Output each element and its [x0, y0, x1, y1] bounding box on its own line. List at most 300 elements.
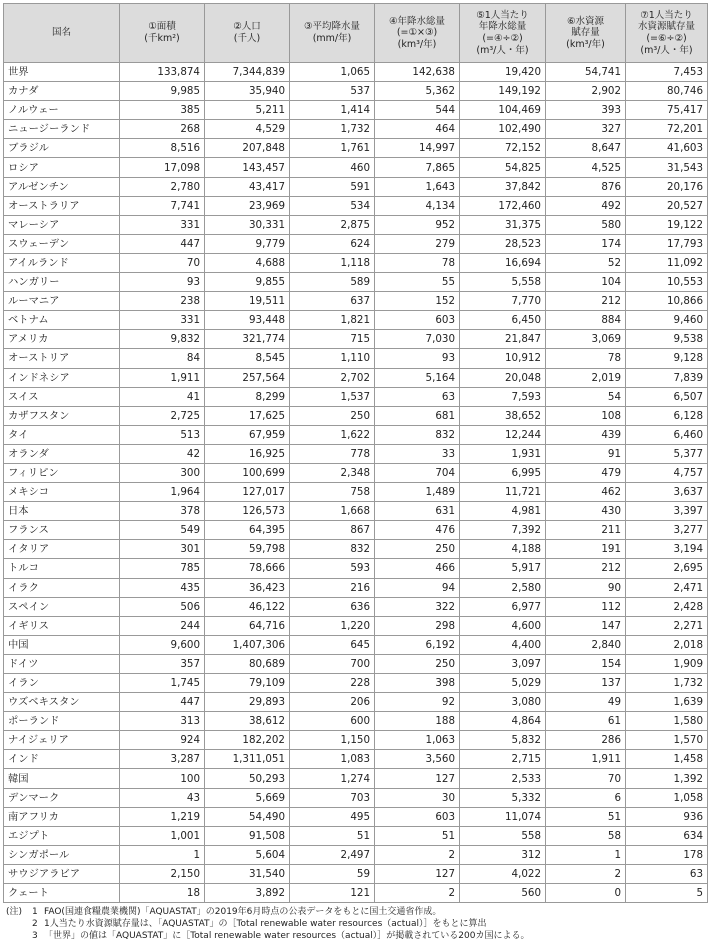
value-cell: 54,490 [205, 807, 290, 826]
value-cell: 5,832 [460, 731, 546, 750]
column-header-line: (km³/年) [397, 38, 437, 50]
value-cell: 1,414 [290, 101, 375, 120]
value-cell: 7,344,839 [205, 63, 290, 82]
footnote-text: FAO(国連食糧農業機関)「AQUASTAT」の2019年6月時点の公表データをもとに国土交通省作成。 [44, 907, 442, 917]
value-cell: 1,639 [626, 693, 708, 712]
value-cell: 37,842 [460, 177, 546, 196]
value-cell: 228 [290, 674, 375, 693]
value-cell: 67,959 [205, 425, 290, 444]
footnote [6, 918, 706, 930]
value-cell: 3,560 [375, 750, 460, 769]
value-cell: 832 [290, 540, 375, 559]
value-cell: 4,134 [375, 196, 460, 215]
value-cell: 9,538 [626, 330, 708, 349]
value-cell: 104 [546, 273, 626, 292]
value-cell: 178 [626, 845, 708, 864]
column-header-line: (=④÷②) [482, 33, 523, 44]
value-cell: 560 [460, 884, 546, 903]
value-cell: 645 [290, 635, 375, 654]
value-cell: 43,417 [205, 177, 290, 196]
value-cell: 61 [546, 712, 626, 731]
value-cell: 55 [375, 273, 460, 292]
value-cell: 2,348 [290, 463, 375, 482]
value-cell: 212 [546, 559, 626, 578]
value-cell: 147 [546, 616, 626, 635]
value-cell: 102,490 [460, 120, 546, 139]
footnotes [6, 906, 706, 943]
value-cell: 2,725 [120, 406, 205, 425]
country-name-cell: アルゼンチン [4, 177, 120, 196]
value-cell: 3,069 [546, 330, 626, 349]
value-cell: 18 [120, 884, 205, 903]
table-row [4, 712, 708, 731]
value-cell: 312 [460, 845, 546, 864]
value-cell: 112 [546, 597, 626, 616]
country-name-cell: アメリカ [4, 330, 120, 349]
value-cell: 8,299 [205, 387, 290, 406]
value-cell: 393 [546, 101, 626, 120]
value-cell: 5,917 [460, 559, 546, 578]
table-row [4, 177, 708, 196]
value-cell: 3,194 [626, 540, 708, 559]
table-row [4, 196, 708, 215]
value-cell: 1,274 [290, 769, 375, 788]
value-cell: 17,625 [205, 406, 290, 425]
value-cell: 121 [290, 884, 375, 903]
value-cell: 785 [120, 559, 205, 578]
country-name-cell: ルーマニア [4, 292, 120, 311]
value-cell: 593 [290, 559, 375, 578]
value-cell: 64,395 [205, 521, 290, 540]
value-cell: 3,287 [120, 750, 205, 769]
header-row [4, 4, 708, 63]
value-cell: 636 [290, 597, 375, 616]
value-cell: 31,375 [460, 215, 546, 234]
value-cell: 1,570 [626, 731, 708, 750]
value-cell: 5,211 [205, 101, 290, 120]
value-cell: 1,150 [290, 731, 375, 750]
value-cell: 43 [120, 788, 205, 807]
value-cell: 513 [120, 425, 205, 444]
footnote-number: 2 [32, 919, 38, 930]
country-name-cell: スウェーデン [4, 234, 120, 253]
value-cell: 6,977 [460, 597, 546, 616]
table-row [4, 502, 708, 521]
value-cell: 715 [290, 330, 375, 349]
value-cell: 28,523 [460, 234, 546, 253]
table-row [4, 616, 708, 635]
value-cell: 149,192 [460, 82, 546, 101]
value-cell: 298 [375, 616, 460, 635]
value-cell: 2,715 [460, 750, 546, 769]
value-cell: 637 [290, 292, 375, 311]
table-row [4, 406, 708, 425]
table-row [4, 63, 708, 82]
value-cell: 20,048 [460, 368, 546, 387]
value-cell: 2,533 [460, 769, 546, 788]
table-row [4, 120, 708, 139]
value-cell: 322 [375, 597, 460, 616]
country-name-cell: 日本 [4, 502, 120, 521]
value-cell: 3,097 [460, 654, 546, 673]
value-cell: 54,825 [460, 158, 546, 177]
value-cell: 300 [120, 463, 205, 482]
value-cell: 1,219 [120, 807, 205, 826]
country-name-cell: クェート [4, 884, 120, 903]
value-cell: 2,902 [546, 82, 626, 101]
value-cell: 50,293 [205, 769, 290, 788]
value-cell: 207,848 [205, 139, 290, 158]
value-cell: 84 [120, 349, 205, 368]
value-cell: 5,604 [205, 845, 290, 864]
value-cell: 41,603 [626, 139, 708, 158]
country-name-cell: ベトナム [4, 311, 120, 330]
value-cell: 2,271 [626, 616, 708, 635]
value-cell: 301 [120, 540, 205, 559]
country-name-cell: インド [4, 750, 120, 769]
value-cell: 1,220 [290, 616, 375, 635]
table-row [4, 864, 708, 883]
value-cell: 537 [290, 82, 375, 101]
value-cell: 212 [546, 292, 626, 311]
country-name-cell: スイス [4, 387, 120, 406]
value-cell: 6,450 [460, 311, 546, 330]
value-cell: 5 [626, 884, 708, 903]
value-cell: 51 [290, 826, 375, 845]
column-header-line: (km³/年) [566, 38, 605, 50]
column-header-line: (m³/人・年) [476, 44, 529, 56]
value-cell: 93 [120, 273, 205, 292]
value-cell: 2,840 [546, 635, 626, 654]
value-cell: 279 [375, 234, 460, 253]
value-cell: 1,732 [626, 674, 708, 693]
value-cell: 9,600 [120, 635, 205, 654]
value-cell: 91 [546, 444, 626, 463]
value-cell: 30,331 [205, 215, 290, 234]
value-cell: 54,741 [546, 63, 626, 82]
country-name-cell: インドネシア [4, 368, 120, 387]
column-header-line: (mm/年) [312, 33, 352, 44]
value-cell: 80,746 [626, 82, 708, 101]
value-cell: 93,448 [205, 311, 290, 330]
value-cell: 1,911 [120, 368, 205, 387]
table-row [4, 540, 708, 559]
value-cell: 700 [290, 654, 375, 673]
value-cell: 1,821 [290, 311, 375, 330]
value-cell: 9,460 [626, 311, 708, 330]
value-cell: 1,392 [626, 769, 708, 788]
value-cell: 1,761 [290, 139, 375, 158]
column-header-line: (千人) [233, 33, 261, 44]
value-cell: 286 [546, 731, 626, 750]
value-cell: 534 [290, 196, 375, 215]
value-cell: 378 [120, 502, 205, 521]
value-cell: 5,029 [460, 674, 546, 693]
column-header-line: (=①×③) [396, 27, 438, 39]
table-row [4, 215, 708, 234]
column-header-line: (=⑥÷②) [646, 33, 687, 44]
value-cell: 3,397 [626, 502, 708, 521]
value-cell: 2 [375, 884, 460, 903]
footnote-label: (注) [6, 907, 23, 917]
country-name-cell: 南アフリカ [4, 807, 120, 826]
value-cell: 58 [546, 826, 626, 845]
value-cell: 2,702 [290, 368, 375, 387]
table-row [4, 349, 708, 368]
value-cell: 398 [375, 674, 460, 693]
value-cell: 7,392 [460, 521, 546, 540]
value-cell: 63 [375, 387, 460, 406]
value-cell: 20,527 [626, 196, 708, 215]
country-name-cell: 韓国 [4, 769, 120, 788]
footnote-text: 「世界」の値は「AQUASTAT」に［Total renewable water resources（actual）］が掲載されている200カ国による。 [44, 931, 530, 942]
value-cell: 952 [375, 215, 460, 234]
country-name-cell: イギリス [4, 616, 120, 635]
value-cell: 10,553 [626, 273, 708, 292]
value-cell: 8,545 [205, 349, 290, 368]
value-cell: 631 [375, 502, 460, 521]
value-cell: 90 [546, 578, 626, 597]
value-cell: 1 [120, 845, 205, 864]
value-cell: 6,460 [626, 425, 708, 444]
value-cell: 238 [120, 292, 205, 311]
value-cell: 2,018 [626, 635, 708, 654]
table-row [4, 444, 708, 463]
table-row [4, 101, 708, 120]
country-name-cell: イタリア [4, 540, 120, 559]
column-header [375, 4, 460, 63]
value-cell: 19,420 [460, 63, 546, 82]
column-header-line: 水資源賦存量 [637, 21, 695, 33]
value-cell: 313 [120, 712, 205, 731]
value-cell: 7,030 [375, 330, 460, 349]
value-cell: 91,508 [205, 826, 290, 845]
column-header-line: ⑥水資源 [566, 15, 605, 27]
value-cell: 6,192 [375, 635, 460, 654]
table-row [4, 769, 708, 788]
country-name-cell: マレーシア [4, 215, 120, 234]
value-cell: 127 [375, 769, 460, 788]
value-cell: 778 [290, 444, 375, 463]
value-cell: 1,407,306 [205, 635, 290, 654]
value-cell: 17,098 [120, 158, 205, 177]
value-cell: 46,122 [205, 597, 290, 616]
value-cell: 250 [290, 406, 375, 425]
column-header-line: 国名 [51, 27, 71, 39]
value-cell: 2 [375, 845, 460, 864]
value-cell: 19,511 [205, 292, 290, 311]
value-cell: 59,798 [205, 540, 290, 559]
country-name-cell: オーストリア [4, 349, 120, 368]
value-cell: 6,128 [626, 406, 708, 425]
value-cell: 5,558 [460, 273, 546, 292]
table-row [4, 674, 708, 693]
table-row [4, 368, 708, 387]
value-cell: 70 [546, 769, 626, 788]
value-cell: 4,600 [460, 616, 546, 635]
value-cell: 64,716 [205, 616, 290, 635]
value-cell: 16,694 [460, 253, 546, 272]
value-cell: 93 [375, 349, 460, 368]
value-cell: 54 [546, 387, 626, 406]
value-cell: 603 [375, 311, 460, 330]
value-cell: 31,540 [205, 864, 290, 883]
value-cell: 466 [375, 559, 460, 578]
value-cell: 2,471 [626, 578, 708, 597]
value-cell: 100 [120, 769, 205, 788]
value-cell: 75,417 [626, 101, 708, 120]
value-cell: 331 [120, 311, 205, 330]
country-name-cell: イラク [4, 578, 120, 597]
value-cell: 17,793 [626, 234, 708, 253]
value-cell: 10,866 [626, 292, 708, 311]
value-cell: 2,428 [626, 597, 708, 616]
table-header [4, 4, 708, 63]
value-cell: 430 [546, 502, 626, 521]
value-cell: 4,529 [205, 120, 290, 139]
value-cell: 9,128 [626, 349, 708, 368]
value-cell: 506 [120, 597, 205, 616]
value-cell: 72,201 [626, 120, 708, 139]
value-cell: 447 [120, 693, 205, 712]
value-cell: 832 [375, 425, 460, 444]
country-name-cell: ハンガリー [4, 273, 120, 292]
value-cell: 1,745 [120, 674, 205, 693]
value-cell: 1,311,051 [205, 750, 290, 769]
table-row [4, 292, 708, 311]
value-cell: 1,931 [460, 444, 546, 463]
value-cell: 479 [546, 463, 626, 482]
country-name-cell: エジプト [4, 826, 120, 845]
value-cell: 385 [120, 101, 205, 120]
value-cell: 142,638 [375, 63, 460, 82]
value-cell: 1,622 [290, 425, 375, 444]
value-cell: 5,332 [460, 788, 546, 807]
value-cell: 92 [375, 693, 460, 712]
value-cell: 72,152 [460, 139, 546, 158]
table-row [4, 559, 708, 578]
value-cell: 1,001 [120, 826, 205, 845]
value-cell: 94 [375, 578, 460, 597]
value-cell: 29,893 [205, 693, 290, 712]
value-cell: 5,164 [375, 368, 460, 387]
value-cell: 2,695 [626, 559, 708, 578]
value-cell: 2,580 [460, 578, 546, 597]
country-name-cell: ブラジル [4, 139, 120, 158]
country-name-cell: フランス [4, 521, 120, 540]
value-cell: 1,110 [290, 349, 375, 368]
country-name-cell: オーストラリア [4, 196, 120, 215]
column-header [205, 4, 290, 63]
value-cell: 5,362 [375, 82, 460, 101]
value-cell: 1,643 [375, 177, 460, 196]
country-name-cell: ナイジェリア [4, 731, 120, 750]
country-name-cell: ニュージーランド [4, 120, 120, 139]
value-cell: 624 [290, 234, 375, 253]
table-row [4, 311, 708, 330]
country-name-cell: トルコ [4, 559, 120, 578]
value-cell: 580 [546, 215, 626, 234]
table-row [4, 597, 708, 616]
value-cell: 7,839 [626, 368, 708, 387]
value-cell: 7,770 [460, 292, 546, 311]
value-cell: 867 [290, 521, 375, 540]
column-header [120, 4, 205, 63]
country-name-cell: サウジアラビア [4, 864, 120, 883]
country-name-cell: ポーランド [4, 712, 120, 731]
value-cell: 1,083 [290, 750, 375, 769]
value-cell: 634 [626, 826, 708, 845]
value-cell: 2,019 [546, 368, 626, 387]
value-cell: 152 [375, 292, 460, 311]
country-name-cell: イラン [4, 674, 120, 693]
value-cell: 52 [546, 253, 626, 272]
table-row [4, 654, 708, 673]
value-cell: 476 [375, 521, 460, 540]
value-cell: 31,543 [626, 158, 708, 177]
value-cell: 1,668 [290, 502, 375, 521]
value-cell: 460 [290, 158, 375, 177]
value-cell: 321,774 [205, 330, 290, 349]
value-cell: 206 [290, 693, 375, 712]
table-row [4, 234, 708, 253]
table-row [4, 731, 708, 750]
value-cell: 154 [546, 654, 626, 673]
value-cell: 924 [120, 731, 205, 750]
value-cell: 21,847 [460, 330, 546, 349]
value-cell: 1,458 [626, 750, 708, 769]
value-cell: 4,022 [460, 864, 546, 883]
value-cell: 268 [120, 120, 205, 139]
value-cell: 257,564 [205, 368, 290, 387]
value-cell: 9,779 [205, 234, 290, 253]
table-row [4, 845, 708, 864]
value-cell: 1 [546, 845, 626, 864]
column-header [4, 4, 120, 63]
table-row [4, 82, 708, 101]
footnote-number: 3 [32, 931, 38, 942]
value-cell: 447 [120, 234, 205, 253]
value-cell: 133,874 [120, 63, 205, 82]
value-cell: 544 [375, 101, 460, 120]
country-name-cell: デンマーク [4, 788, 120, 807]
value-cell: 1,065 [290, 63, 375, 82]
value-cell: 327 [546, 120, 626, 139]
table-row [4, 483, 708, 502]
value-cell: 603 [375, 807, 460, 826]
value-cell: 6,995 [460, 463, 546, 482]
footnote [6, 930, 706, 942]
column-header-line: 賦存量 [571, 27, 600, 39]
value-cell: 1,909 [626, 654, 708, 673]
country-name-cell: タイ [4, 425, 120, 444]
value-cell: 4,188 [460, 540, 546, 559]
value-cell: 23,969 [205, 196, 290, 215]
value-cell: 11,074 [460, 807, 546, 826]
table-row [4, 253, 708, 272]
value-cell: 30 [375, 788, 460, 807]
value-cell: 250 [375, 540, 460, 559]
value-cell: 331 [120, 215, 205, 234]
value-cell: 11,092 [626, 253, 708, 272]
footnote [6, 906, 706, 918]
value-cell: 0 [546, 884, 626, 903]
value-cell: 435 [120, 578, 205, 597]
value-cell: 439 [546, 425, 626, 444]
water-resources-table [3, 3, 708, 903]
column-header-line: ①面積 [148, 21, 176, 33]
value-cell: 127,017 [205, 483, 290, 502]
